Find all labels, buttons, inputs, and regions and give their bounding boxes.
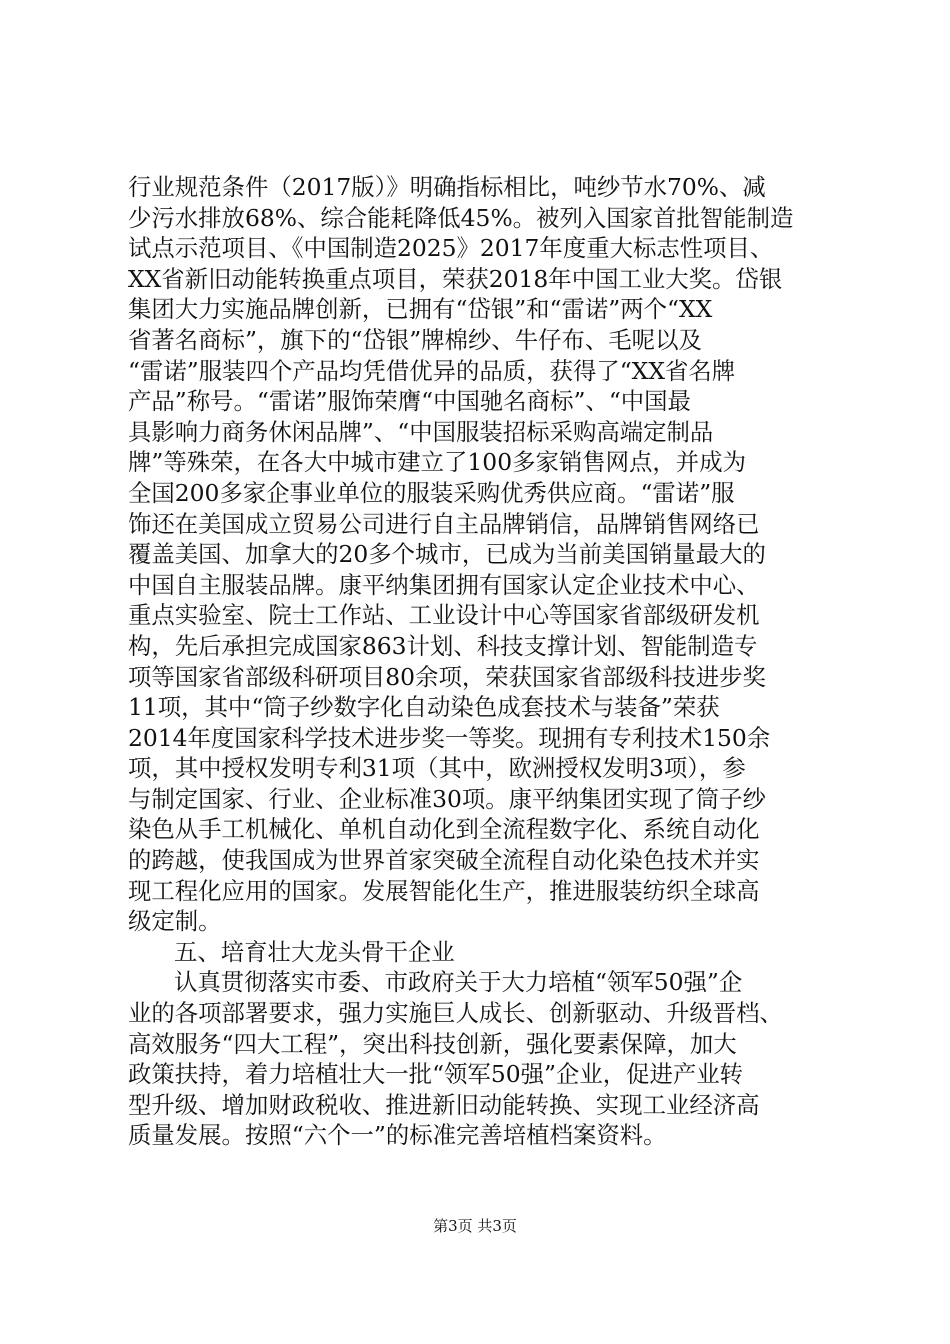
text-line: 业的各项部署要求，强力实施巨人成长、创新驱动、升级晋档、 xyxy=(128,999,783,1028)
text-line: 具影响力商务休闲品牌”、“中国服装招标采购高端定制品 xyxy=(128,417,714,446)
paragraph xyxy=(128,172,822,937)
text-line: 项等国家省部级科研项目80余项，荣获国家省部级科技进步奖 xyxy=(128,662,766,691)
text-line: 的跨越，使我国成为世界首家突破全流程自动化染色技术并实 xyxy=(128,846,760,875)
text-line: 政策扶持，着力培植壮大一批“领军50强”企业，促进产业转 xyxy=(128,1060,744,1089)
text-line: 与制定国家、行业、企业标准30项。康平纳集团实现了筒子纱 xyxy=(128,784,766,813)
text-line: 省著名商标”，旗下的“岱银”牌棉纱、牛仔布、毛呢以及 xyxy=(128,325,702,354)
text-line: 覆盖美国、加拿大的20多个城市，已成为当前美国销量最大的 xyxy=(128,540,766,569)
text-line: 高效服务“四大工程”，突出科技创新，强化要素保障，加大 xyxy=(128,1029,737,1058)
text-line: 试点示范项目、《中国制造2025》2017年度重大标志性项目、 xyxy=(128,234,774,263)
text-line: 染色从手工机械化、单机自动化到全流程数字化、系统自动化 xyxy=(128,815,760,844)
text-line: 现工程化应用的国家。发展智能化生产，推进服装纺织全球高 xyxy=(128,876,760,905)
text-line: 型升级、增加财政税收、推进新旧动能转换、实现工业经济高 xyxy=(128,1090,760,1119)
document-body xyxy=(128,172,822,1151)
text-line: 全国200多家企事业单位的服装采购优秀供应商。“雷诺”服 xyxy=(128,478,735,507)
text-line: XX省新旧动能转换重点项目，荣获2018年中国工业大奖。岱银 xyxy=(128,264,783,293)
text-line: 少污水排放68%、综合能耗降低45%。被列入国家首批智能制造 xyxy=(128,203,794,232)
paragraph xyxy=(128,967,822,1151)
heading-text: 五、培育壮大龙头骨干企业 xyxy=(174,937,455,966)
text-line: 项，其中授权发明专利31项（其中，欧洲授权发明3项），参 xyxy=(128,754,746,783)
text-line: 牌”等殊荣，在各大中城市建立了100多家销售网点，并成为 xyxy=(128,448,746,477)
text-line: 认真贯彻落实市委、市政府关于大力培植“领军50强”企 xyxy=(174,968,743,997)
text-line: 重点实验室、院士工作站、工业设计中心等国家省部级研发机 xyxy=(128,601,760,630)
page-number-footer: 第3页 共3页 xyxy=(433,1217,517,1235)
text-line: 质量发展。按照“六个一”的标准完善培植档案资料。 xyxy=(128,1121,667,1150)
text-line: 构，先后承担完成国家863计划、科技支撑计划、智能制造专 xyxy=(128,631,758,660)
text-line: 2014年度国家科学技术进步奖一等奖。现拥有专利技术150余 xyxy=(128,723,771,752)
text-line: 中国自主服装品牌。康平纳集团拥有国家认定企业技术中心、 xyxy=(128,570,760,599)
section-heading xyxy=(128,937,822,968)
text-line: 集团大力实施品牌创新，已拥有“岱银”和“雷诺”两个“XX xyxy=(128,295,713,324)
text-line: 产品”称号。“雷诺”服饰荣膺“中国驰名商标”、“中国最 xyxy=(128,387,691,416)
text-line: 级定制。 xyxy=(128,907,222,936)
text-line: 行业规范条件（2017版）》明确指标相比，吨纱节水70%、减 xyxy=(128,173,766,201)
text-line: 11项，其中“筒子纱数字化自动染色成套技术与装备”荣获 xyxy=(128,693,720,722)
text-line: 饰还在美国成立贸易公司进行自主品牌销信，品牌销售网络已 xyxy=(128,509,760,538)
text-line: “雷诺”服装四个产品均凭借优异的品质，获得了“XX省名牌 xyxy=(128,356,736,385)
